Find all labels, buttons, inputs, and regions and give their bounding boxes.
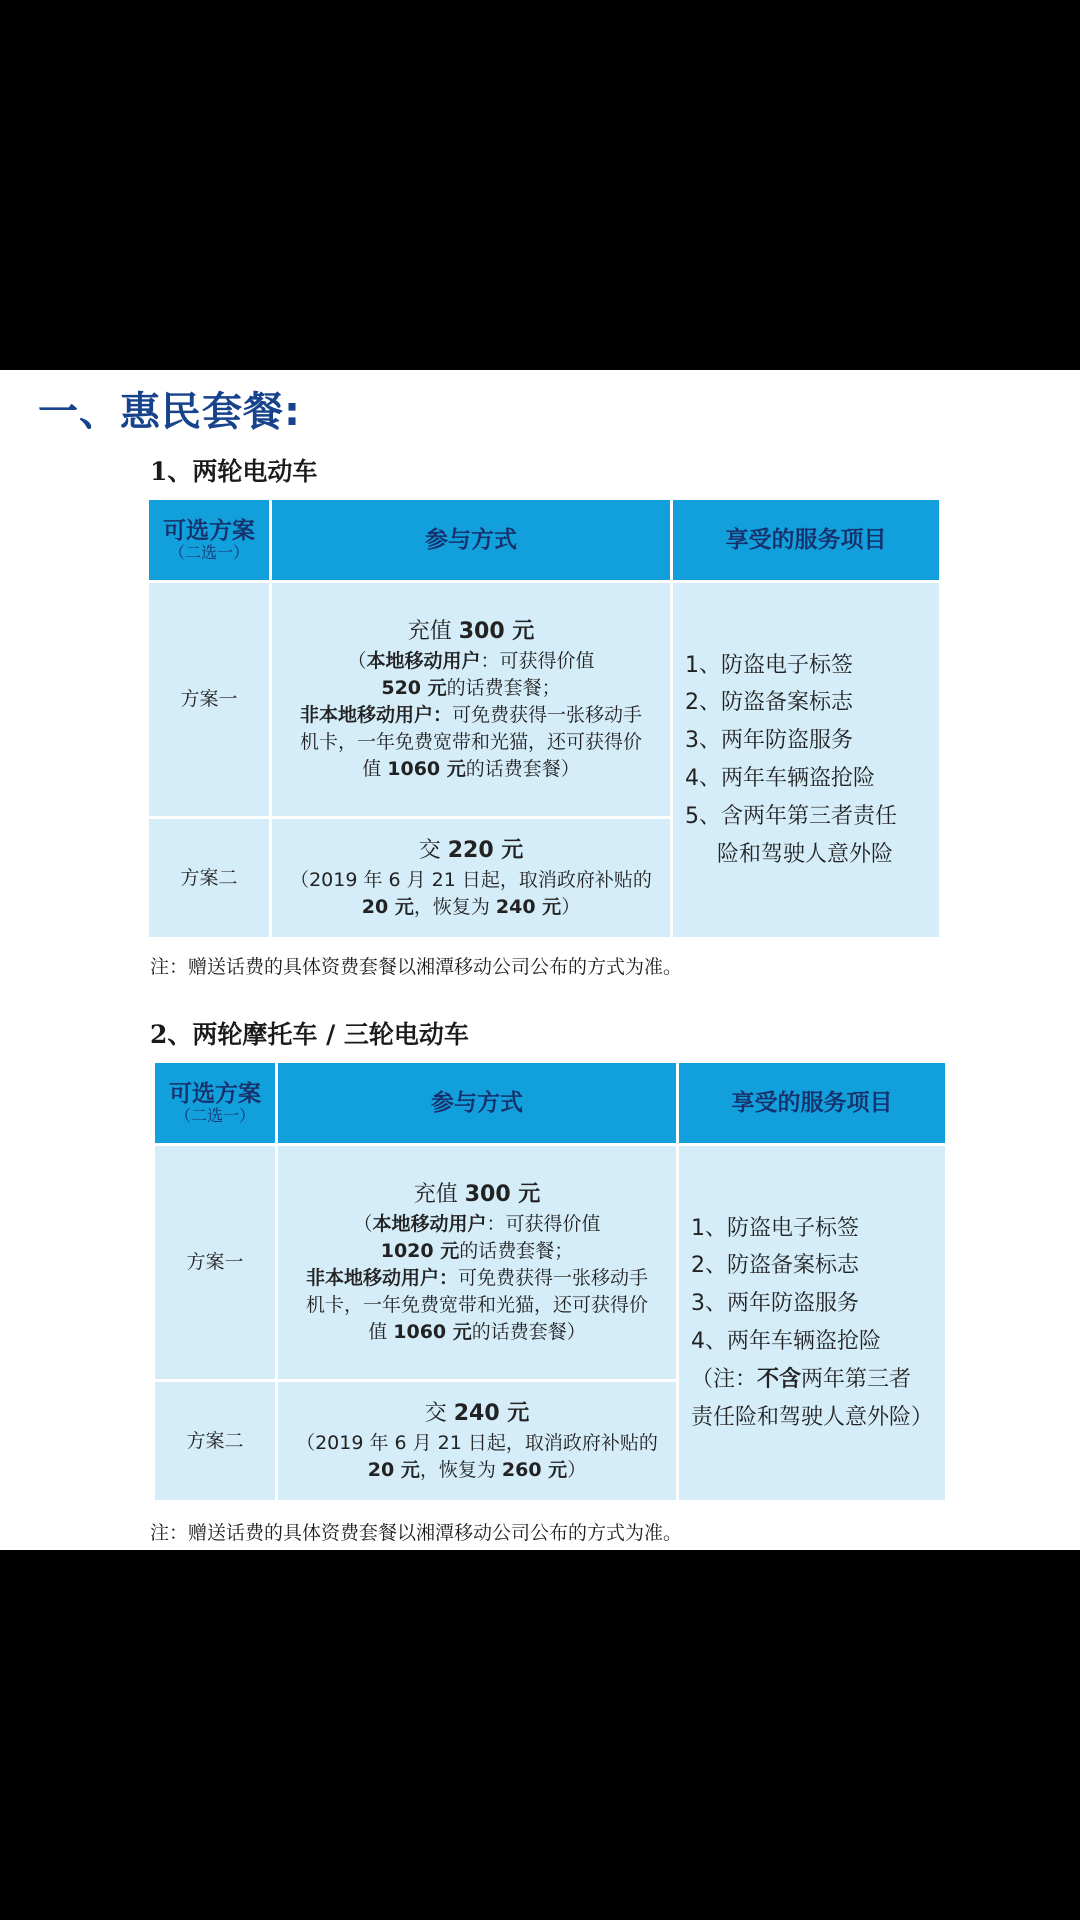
services-list	[673, 583, 939, 937]
plan-method: 充值 300 元 （本地移动用户：可获得价值 1020 元的话费套餐； 非本地移动用户：可免费获得一张移动手 机卡，一年免费宽带和光猫，还可获得价 值 1060 元的话费套餐）	[278, 1146, 676, 1379]
service-item: 险和驾驶人意外险	[717, 841, 894, 867]
plan-method: 交 220 元 （2019 年 6 月 21 日起，取消政府补贴的 20 元，恢复为 240 元）	[272, 819, 670, 937]
header-services: 享受的服务项目	[673, 500, 939, 580]
header-method: 参与方式	[278, 1063, 676, 1143]
plan-method: 充值 300 元 （本地移动用户：可获得价值 520 元的话费套餐； 非本地移动用户：可免费获得一张移动手 机卡，一年免费宽带和光猫，还可获得价 值 1060 元的话费套餐）	[272, 583, 670, 816]
note-2: 注：赠送话费的具体资费套餐以湘潭移动公司公布的方式为准。	[150, 1522, 683, 1544]
services-list	[679, 1146, 945, 1500]
note-1: 注：赠送话费的具体资费套餐以湘潭移动公司公布的方式为准。	[150, 956, 683, 978]
table-header-row	[155, 1063, 945, 1143]
table-row-plan-1	[149, 583, 939, 816]
header-options-sub: （二选一）	[168, 543, 249, 563]
service-item: 5、含两年第三者责任	[685, 803, 897, 829]
section-title-2: 2、两轮摩托车 / 三轮电动车	[150, 1020, 469, 1049]
service-item: 2、防盗备案标志	[691, 1253, 859, 1279]
service-item: 3、两年防盗服务	[691, 1291, 859, 1317]
plan-table-1	[146, 497, 942, 940]
plan-name: 方案一	[155, 1146, 275, 1379]
header-services: 享受的服务项目	[679, 1063, 945, 1143]
service-item: 3、两年防盗服务	[685, 728, 853, 754]
section-title-1: 1、两轮电动车	[150, 457, 318, 486]
plan-method: 交 240 元 （2019 年 6 月 21 日起，取消政府补贴的 20 元，恢复为 260 元）	[278, 1382, 676, 1500]
plan-table-2	[152, 1060, 948, 1503]
main-title: 一、惠民套餐:	[38, 389, 301, 435]
service-exclusion-note: （注：不含两年第三者	[691, 1366, 912, 1392]
service-item: 4、两年车辆盗抢险	[685, 766, 875, 791]
service-item: 1、防盗电子标签	[691, 1215, 859, 1241]
document-page	[0, 370, 1080, 1550]
service-item: 2、防盗备案标志	[685, 690, 853, 716]
header-options-sub: （二选一）	[174, 1106, 255, 1126]
plan-name: 方案二	[149, 819, 269, 937]
table-row-plan-1	[155, 1146, 945, 1379]
table-header-row	[149, 500, 939, 580]
service-item: 4、两年车辆盗抢险	[691, 1329, 881, 1354]
plan-name: 方案二	[155, 1382, 275, 1500]
header-options: 可选方案 （二选一）	[155, 1063, 275, 1143]
plan-name: 方案一	[149, 583, 269, 816]
header-options: 可选方案 （二选一）	[149, 500, 269, 580]
service-exclusion-note-cont: 责任险和驾驶人意外险）	[691, 1404, 934, 1430]
header-method: 参与方式	[272, 500, 670, 580]
service-item: 1、防盗电子标签	[685, 652, 853, 678]
